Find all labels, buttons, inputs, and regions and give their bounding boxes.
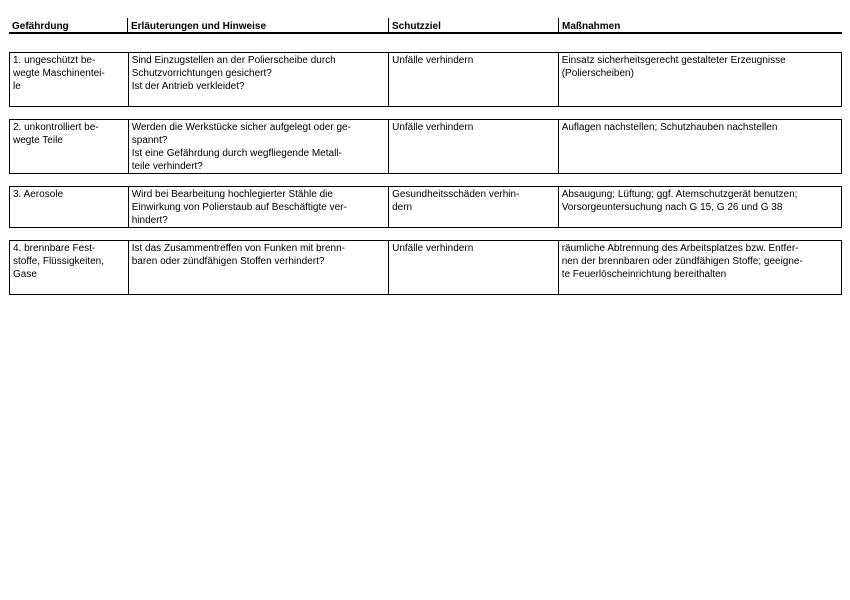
- measures-cell: Einsatz sicherheitsgerecht gestalteter Erzeugnisse (Polierscheiben): [558, 53, 841, 106]
- explanation-cell: Werden die Werkstücke sicher aufgelegt oder ge- spannt? Ist eine Gefährdung durch wegfliegende Metall- teile verhindert?: [128, 120, 388, 173]
- explanation-cell: Sind Einzugstellen an der Polierscheibe durch Schutzvorrichtungen gesichert? Ist der Antrieb verkleidet?: [128, 53, 388, 106]
- protection-goal-cell: Unfälle verhindern: [388, 241, 558, 294]
- measures-cell: Auflagen nachstellen; Schutzhauben nachstellen: [558, 120, 841, 173]
- table-row: [9, 52, 842, 107]
- protection-goal-cell: Unfälle verhindern: [388, 120, 558, 173]
- table-row: [9, 240, 842, 295]
- hazard-cell: 4. brennbare Fest- stoffe, Flüssigkeiten, Gase: [13, 243, 104, 280]
- table-row: [9, 119, 842, 174]
- table-row: [9, 186, 842, 228]
- header-measures: Maßnahmen: [558, 18, 842, 32]
- header-protection-goal: Schutzziel: [388, 18, 558, 32]
- hazard-cell: 2. unkontrolliert be- wegte Teile: [13, 122, 99, 146]
- protection-goal-cell: Unfälle verhindern: [388, 53, 558, 106]
- hazard-cell: 3. Aerosole: [13, 189, 64, 200]
- explanation-cell: Ist das Zusammentreffen von Funken mit brenn- baren oder zündfähigen Stoffen verhindert?: [128, 241, 388, 294]
- header-hazard: Gefährdung: [12, 21, 69, 32]
- protection-goal-cell: Gesundheitsschäden verhin- dern: [388, 187, 558, 227]
- header-explanation: Erläuterungen und Hinweise: [127, 18, 388, 32]
- measures-cell: räumliche Abtrennung des Arbeitsplatzes bzw. Entfer- nen der brennbaren oder zündfähigen Stoffe; geeigne- te Feuerlöscheinrichtung bereithalten: [558, 241, 841, 294]
- table-header-row: [9, 18, 842, 34]
- measures-cell: Absaugung; Lüftung; ggf. Atemschutzgerät benutzen; Vorsorgeuntersuchung nach G 15, G 26 und G 38: [558, 187, 841, 227]
- explanation-cell: Wird bei Bearbeitung hochlegierter Stähle die Einwirkung von Polierstaub auf Beschäftigte ver- hindert?: [128, 187, 388, 227]
- risk-assessment-table: [9, 18, 842, 295]
- hazard-cell: 1. ungeschützt be- wegte Maschinentei- le: [13, 55, 105, 92]
